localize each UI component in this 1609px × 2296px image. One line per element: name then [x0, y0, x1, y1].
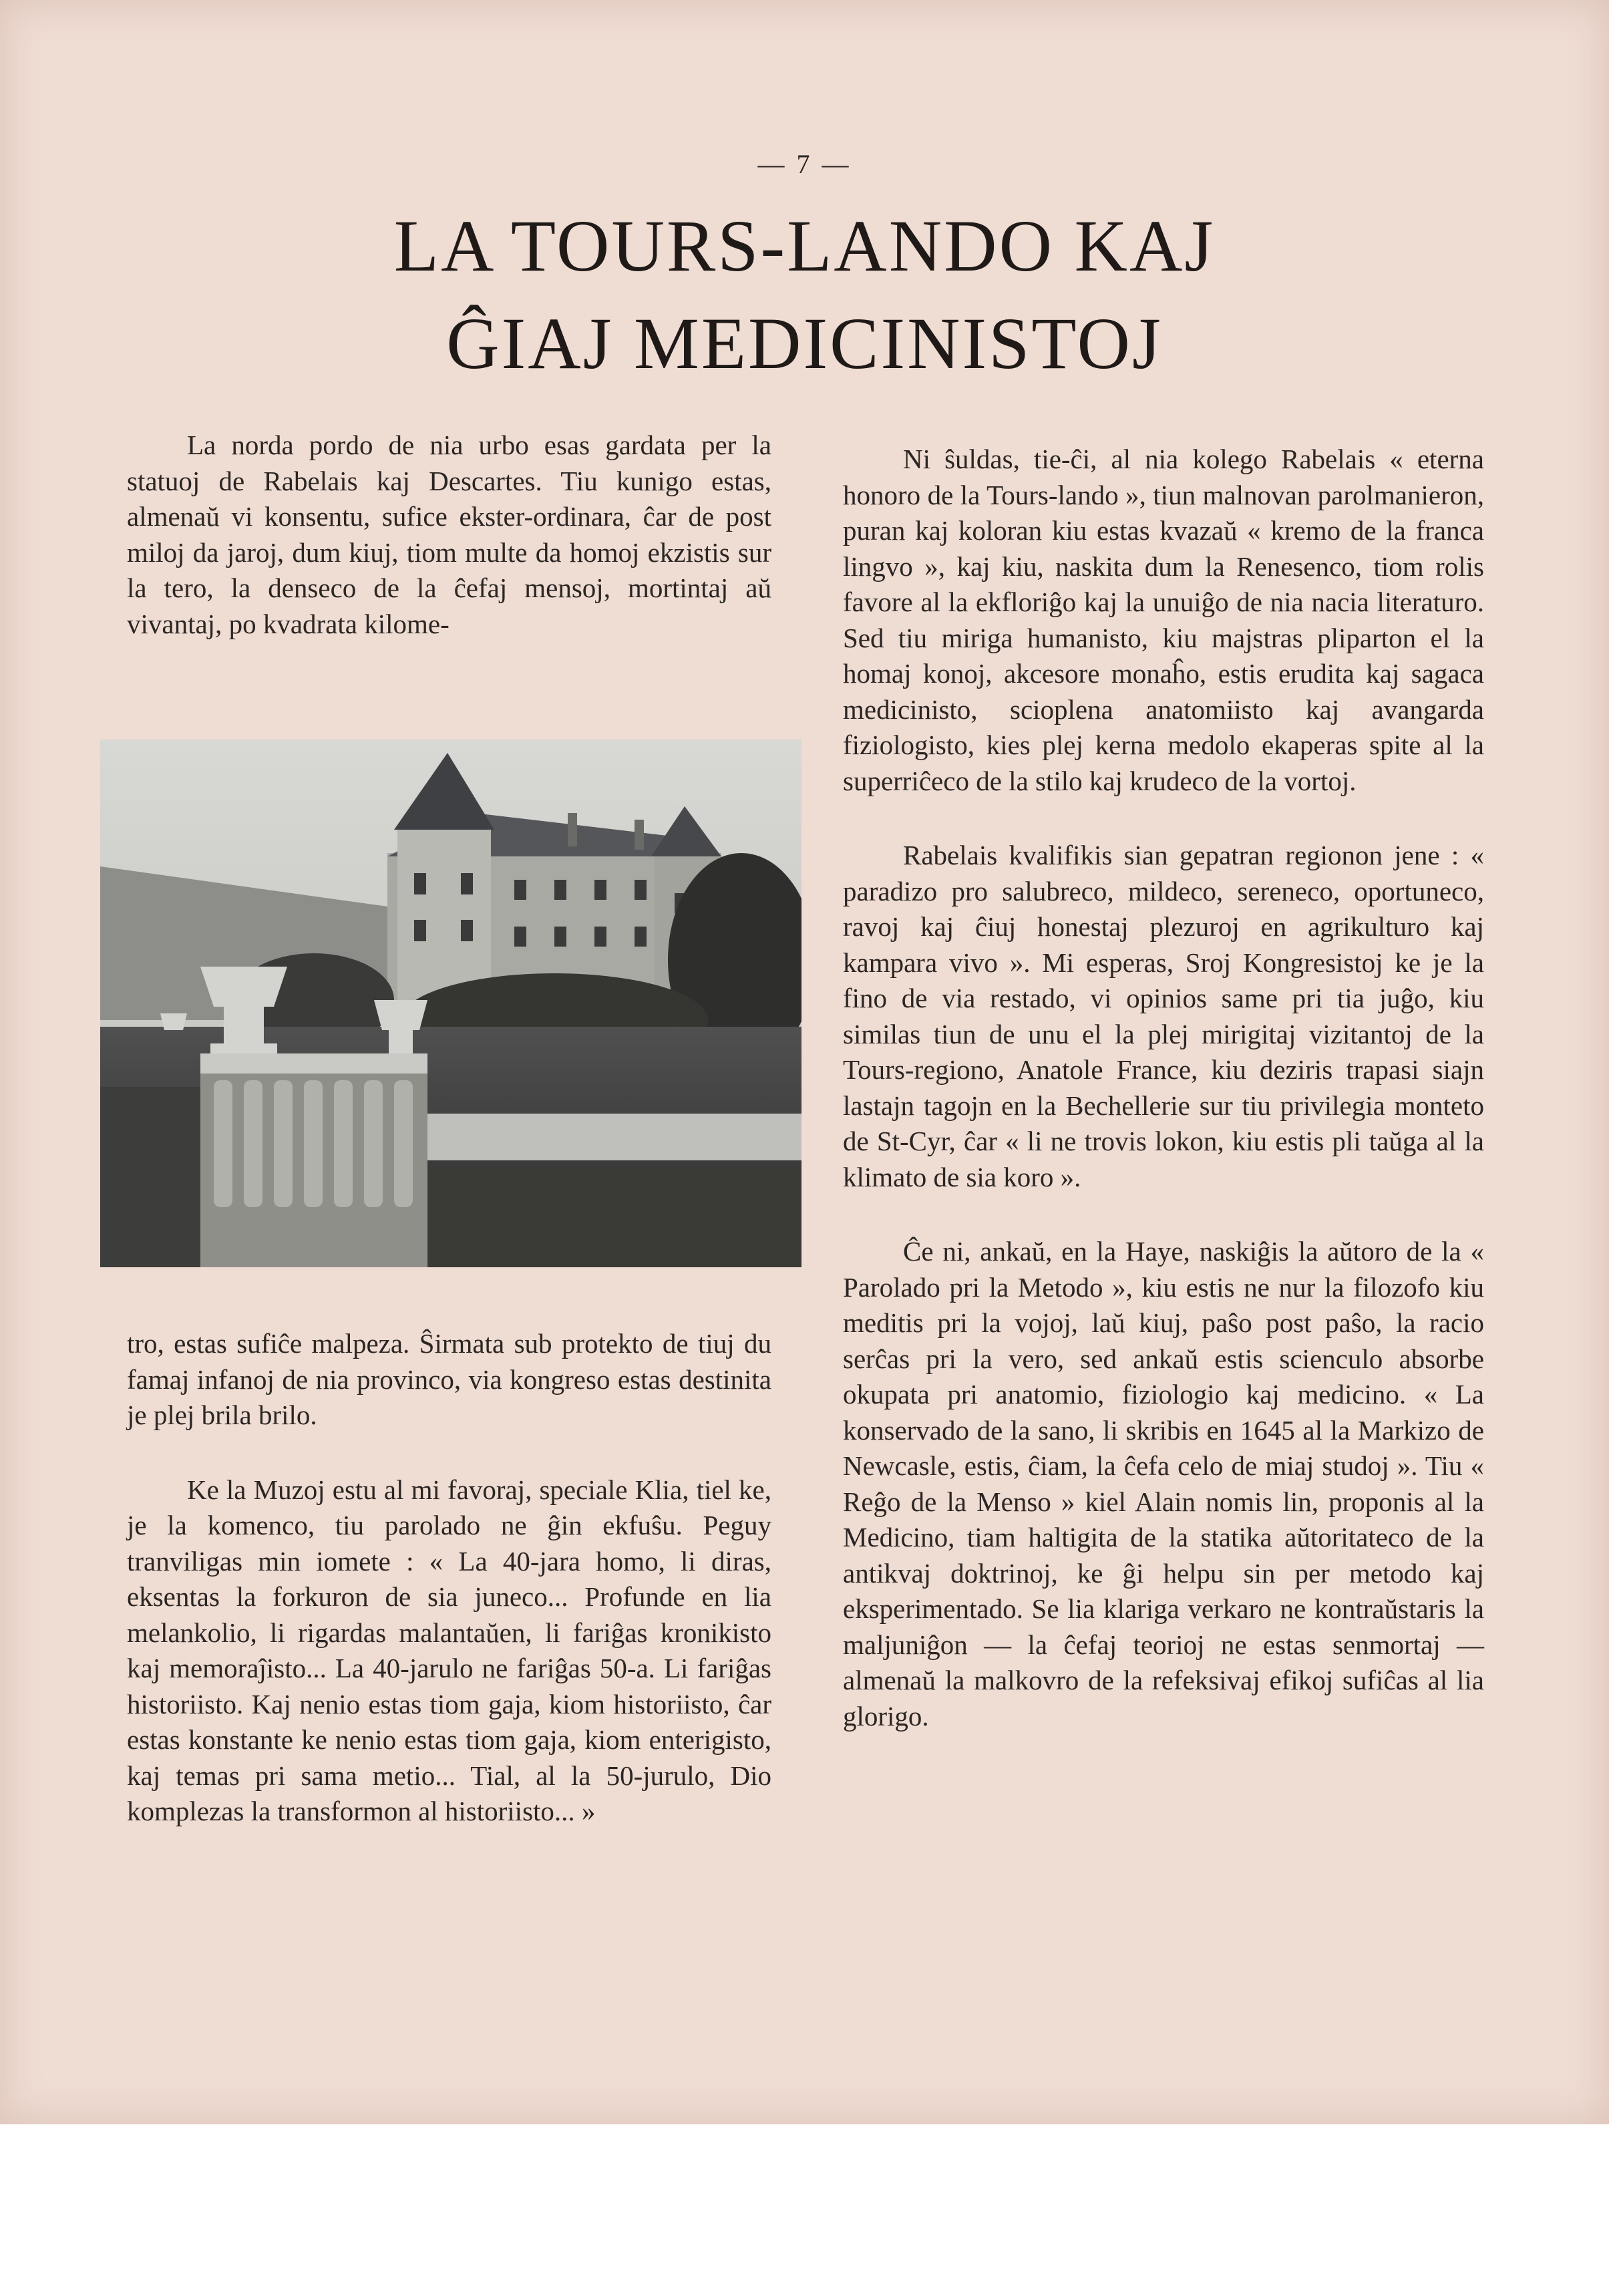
article-title [0, 197, 1609, 392]
castle-illustration [100, 740, 801, 1267]
right-paragraph-1: Ni ŝuldas, tie-ĉi, al nia kolego Rabelais « eterna honoro de la Tours-lando », tiun malnovan parolmanieron, puran kaj koloran kiu estas kvazaŭ « kremo de la franca lingvo », kaj kiu, naskita dum la Renesenco, tiom rolis favore al la ekfloriĝo kaj la unuiĝo de nia nacia literaturo. Sed tiu miriga humanisto, kiu majstras pliparton el la homaj konoj, akcesore monaĥo, estis erudita kaj sagaca medicinisto, scioplena anatomiisto kaj avangarda fiziologisto, kies plej kerna medolo ekaperas spite al la superriĉeco de la stilo kaj krudeco de la vortoj. [843, 444, 1484, 796]
title-line-1: LA TOURS-LANDO KAJ [393, 205, 1216, 287]
right-paragraph-3: Ĉe ni, ankaŭ, en la Haye, naskiĝis la aŭtoro de la « Parolado pri la Metodo », kiu estis ne nur la filozofo kiu meditis pri la vojoj, laŭ kiuj, paŝo post paŝo, la racio serĉas pri la vero, sed ankaŭ estis scienculo absorbe okupata pri anatomio, fiziologio kaj medicino. « La konservado de la sano, li skribis en 1645 al la Markizo de Newcasle, estis, ĉiam, la ĉefa celo de miaj studoj ». Tiu « Reĝo de la Menso » kiel Alain nomis lin, proponis al la Medicino, tiam haltigita de la statika aŭtoritateco de la antikvaj doktrinoj, ke ĝi helpu sin per metodo kaj eksperimentado. Se lia klariga verkaro ne kontraŭstaris la maljuniĝon — la ĉefaj teorioj ne estas senmortaj — almenaŭ la malkovro de la refeksivaj efikoj sufiĉas al lia glorigo. [843, 1236, 1484, 1732]
left-column-top [127, 428, 771, 681]
right-paragraph-2: Rabelais kvalifikis sian gepatran regionon jene : « paradizo pro salubreco, mildeco, sereneco, oportuneco, ravoj kaj ĉiuj honestaj plezuroj en agrikulturo kaj kampara vivo ». Mi esperas, Sroj Kongresistoj ke je la fino de via restado, vi opinios same pri tia juĝo, kiu similas tiun de unu el la plej mirigitaj vizitantoj de la Tours-regiono, Anatole France, kiu deziris trapasi siajn lastajn tagojn en la Bechellerie sur tiu privilegia monteto de St-Cyr, ĉar « li ne trovis lokon, kiu estis pli taŭga al la klimato de sia koro ». [843, 840, 1484, 1192]
left-paragraph-2: Ke la Muzoj estu al mi favoraj, speciale Klia, tiel ke, je la komenco, tiu parolado ne ĝin ekfuŝu. Peguy tranviligas min iomete : « La 40-jara homo, li diras, eksentas la forkuron de sia juneco... Profunde en lia melankolio, li rigardas malantaŭen, li fariĝas kronikisto kaj memoraĵisto... La 40-jarulo ne fariĝas 50-a. Li fariĝas historiisto. Kaj nenio estas tiom gaja, kiom historiisto, ĉar estas konstante ke nenio estas tiom gaja, kiom enterigisto, kaj temas pri sama metio... Tial, al la 50-jurulo, Dio komplezas la transformon al historiisto... » [127, 1474, 771, 1826]
castle-photo [100, 740, 801, 1267]
left-paragraph-1-continued: tro, estas sufiĉe malpeza. Ŝirmata sub protekto de tiuj du famaj infanoj de nia provinco, via kongreso estas destinita je plej brila brilo. [127, 1328, 771, 1430]
left-column-bottom [127, 1326, 771, 1868]
left-paragraph-1: La norda pordo de nia urbo esas gardata per la statuoj de Rabelais kaj Descartes. Tiu kunigo estas, almenaŭ vi konsentu, sufice ekster-ordinara, ĉar de post miloj da jaroj, dum kiuj, tiom multe da homoj ekzistis sur la tero, la denseco de la ĉefaj mensoj, mortintaj aŭ vivantaj, po kvadrata kilome- [127, 430, 771, 639]
right-column [843, 442, 1484, 1773]
page-number: — 7 — [757, 149, 852, 179]
title-line-2: ĜIAJ MEDICINISTOJ [446, 303, 1163, 384]
